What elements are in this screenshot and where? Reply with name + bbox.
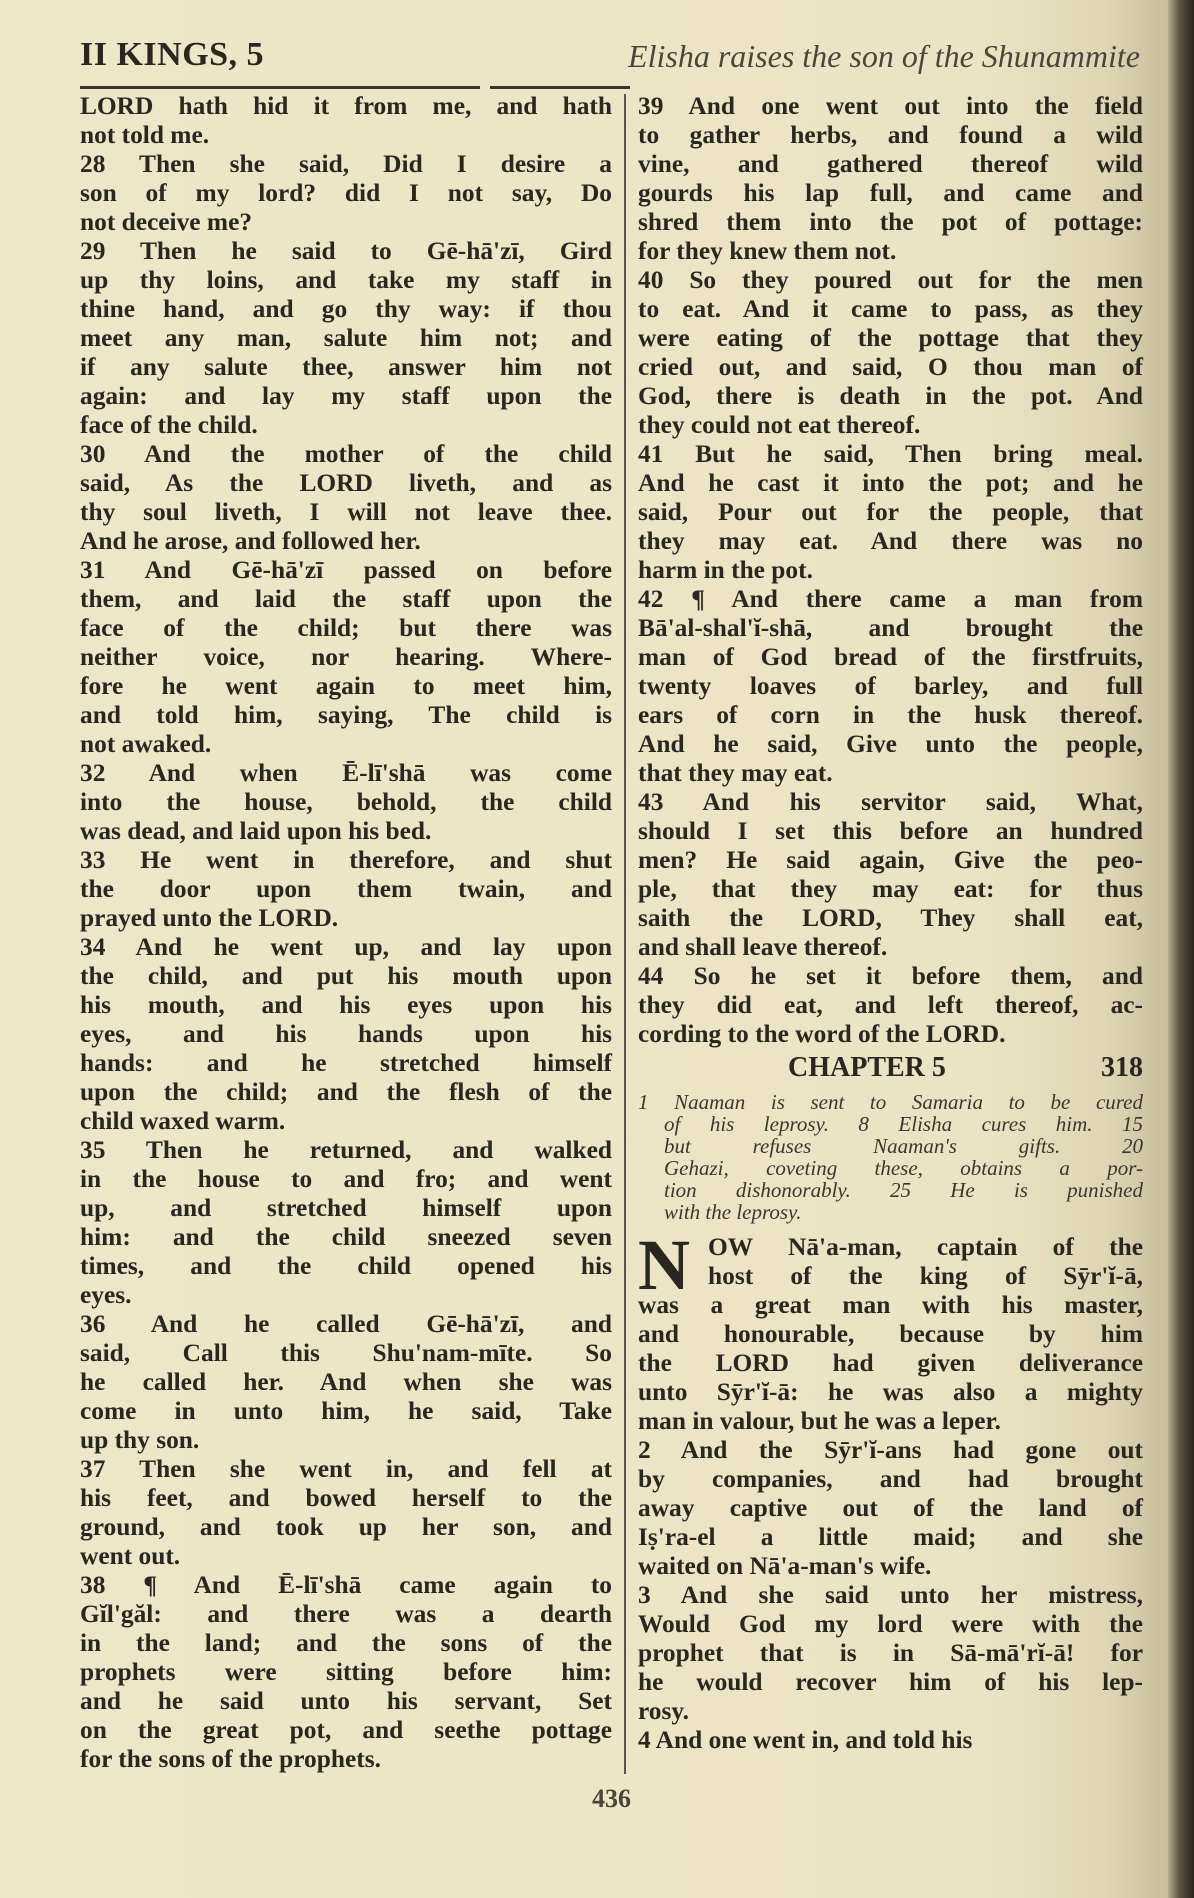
text-line: prayed unto the LORD. [80, 904, 339, 932]
text-line: 44 So he set it before them, and [638, 962, 1143, 990]
text-line: meet any man, salute him not; and [80, 324, 612, 352]
text-line: God, there is death in the pot. And [638, 382, 1143, 410]
text-line: he would recover him of his lep- [638, 1668, 1143, 1696]
text-line: man of God bread of the firstfruits, [638, 643, 1143, 671]
text-line: his mouth, and his eyes upon his [80, 991, 612, 1019]
text-line: ears of corn in the husk thereof. [638, 701, 1143, 729]
text-line: 33 He went in therefore, and shut [80, 846, 612, 874]
text-line: into the house, behold, the child [80, 788, 612, 816]
text-line: saith the LORD, They shall eat, [638, 904, 1143, 932]
text-line: 29 Then he said to Gē-hā'zī, Gird [80, 237, 612, 265]
text-line: prophet that is in Sā-mā'rĭ-ā! for [638, 1639, 1143, 1667]
text-line: in the land; and the sons of the [80, 1629, 612, 1657]
text-line: hands: and he stretched himself [80, 1049, 612, 1077]
text-line: 4 And one went in, and told his [638, 1726, 973, 1754]
text-line: child waxed warm. [80, 1107, 286, 1135]
book-chapter-heading: II KINGS, 5 [80, 36, 265, 73]
text-line: fore he went again to meet him, [80, 672, 612, 700]
text-line: the door upon them twain, and [80, 875, 612, 903]
text-line: cording to the word of the LORD. [638, 1020, 1006, 1048]
text-line: Bā'al-shal'ĭ-shā, and brought the [638, 614, 1143, 642]
page-binding-shadow [1168, 0, 1194, 1898]
right-column [638, 92, 1143, 1755]
text-line: said, As the LORD liveth, and as [80, 469, 612, 497]
text-line: away captive out of the land of [638, 1494, 1143, 1522]
text-line: LORD hath hid it from me, and hath [80, 92, 612, 120]
drop-cap: N [638, 1225, 690, 1305]
text-line: again: and lay my staff upon the [80, 382, 612, 410]
text-line: they did eat, and left thereof, ac- [638, 991, 1143, 1019]
text-line: son of my lord? did I not say, Do [80, 179, 612, 207]
text-line: vine, and gathered thereof wild [638, 150, 1143, 178]
text-line: and he said unto his servant, Set [80, 1687, 612, 1715]
text-line: and honourable, because by him [638, 1320, 1143, 1348]
text-line: if any salute thee, answer him not [80, 353, 612, 381]
text-line: 36 And he called Gē-hā'zī, and [80, 1310, 612, 1338]
text-line: 3 And she said unto her mistress, [638, 1581, 1143, 1609]
text-line: was dead, and laid upon his bed. [80, 817, 432, 845]
text-line: they may eat. And there was no [638, 527, 1143, 555]
left-column [80, 92, 612, 1774]
text-line: his feet, and bowed herself to the [80, 1484, 612, 1512]
text-line: 39 And one went out into the field [638, 92, 1143, 120]
text-line: eyes, and his hands upon his [80, 1020, 612, 1048]
text-line: 40 So they poured out for the men [638, 266, 1143, 294]
chapter-5-verses [638, 1225, 1143, 1755]
text-line: for the sons of the prophets. [80, 1745, 381, 1773]
text-line: 43 And his servitor said, What, [638, 788, 1143, 816]
text-line: 32 And when Ē-lī'shā was come [80, 759, 612, 787]
text-line: up, and stretched himself upon [80, 1194, 612, 1222]
text-line: him: and the child sneezed seven [80, 1223, 612, 1251]
text-line: waited on Nā'a-man's wife. [638, 1552, 932, 1580]
synopsis-line: but refuses Naaman's gifts. 20 [664, 1134, 1143, 1158]
synopsis-line: of his leprosy. 8 Elisha cures him. 15 [664, 1112, 1143, 1136]
column-divider [624, 94, 626, 1774]
text-line: in the house to and fro; and went [80, 1165, 612, 1193]
text-line: eyes. [80, 1281, 132, 1309]
text-line: to eat. And it came to pass, as they [638, 295, 1143, 323]
text-line: face of the child. [80, 411, 258, 439]
text-line: he called her. And when she was [80, 1368, 612, 1396]
chapter-heading [638, 1053, 1143, 1087]
text-line: neither voice, nor hearing. Where- [80, 643, 612, 671]
page-header [80, 36, 1140, 86]
text-line: up thy loins, and take my staff in [80, 266, 612, 294]
text-line: not told me. [80, 121, 210, 149]
text-line: face of the child; but there was [80, 614, 612, 642]
text-line: host of the king of Sȳr'ĭ-ā, [708, 1262, 1143, 1290]
text-line: 28 Then she said, Did I desire a [80, 150, 612, 178]
chapter-number: 318 [1101, 1052, 1143, 1083]
text-line: were eating of the pottage that they [638, 324, 1143, 352]
text-line: harm in the pot. [638, 556, 813, 584]
text-line: not deceive me? [80, 208, 253, 236]
running-title: Elisha raises the son of the Shunammite [628, 38, 1140, 74]
text-line: they could not eat thereof. [638, 411, 921, 439]
header-rule-right [490, 86, 630, 89]
text-line: And he said, Give unto the people, [638, 730, 1143, 758]
text-line: men? He said again, Give the peo- [638, 846, 1143, 874]
text-line: come in unto him, he said, Take [80, 1397, 612, 1425]
page-number: 436 [592, 1784, 631, 1813]
text-line: And he cast it into the pot; and he [638, 469, 1143, 497]
text-line: 37 Then she went in, and fell at [80, 1455, 612, 1483]
text-line: 34 And he went up, and lay upon [80, 933, 612, 961]
text-line: 42 ¶ And there came a man from [638, 585, 1143, 613]
text-line: times, and the child opened his [80, 1252, 612, 1280]
chapter-synopsis [638, 1091, 1143, 1223]
text-line: cried out, and said, O thou man of [638, 353, 1143, 381]
text-line: ple, that they may eat: for thus [638, 875, 1143, 903]
text-line: Iṣ'ra-el a little maid; and she [638, 1523, 1143, 1551]
text-line: them, and laid the staff upon the [80, 585, 612, 613]
text-line: the child, and put his mouth upon [80, 962, 612, 990]
text-line: was a great man with his master, [638, 1291, 1143, 1319]
text-line: and told him, saying, The child is [80, 701, 612, 729]
text-line: 41 But he said, Then bring meal. [638, 440, 1143, 468]
text-line: thy soul liveth, I will not leave thee. [80, 498, 612, 526]
text-line: ground, and took up her son, and [80, 1513, 612, 1541]
text-line: twenty loaves of barley, and full [638, 672, 1143, 700]
text-line: that they may eat. [638, 759, 833, 787]
text-line: not awaked. [80, 730, 212, 758]
synopsis-line: with the leprosy. [664, 1200, 802, 1224]
text-line: 35 Then he returned, and walked [80, 1136, 612, 1164]
text-line: prophets were sitting before him: [80, 1658, 612, 1686]
text-line: should I set this before an hundred [638, 817, 1143, 845]
text-line: on the great pot, and seethe pottage [80, 1716, 612, 1744]
text-line: 2 And the Sȳr'ĭ-ans had gone out [638, 1436, 1143, 1464]
chapter-title: CHAPTER 5 [788, 1052, 946, 1083]
text-line: thine hand, and go thy way: if thou [80, 295, 612, 323]
text-line: up thy son. [80, 1426, 200, 1454]
text-line: and shall leave thereof. [638, 933, 888, 961]
text-line: unto Sȳr'ĭ-ā: he was also a mighty [638, 1378, 1143, 1406]
text-line: Gĭl'găl: and there was a dearth [80, 1600, 612, 1628]
synopsis-line: Gehazi, coveting these, obtains a por- [664, 1156, 1143, 1180]
synopsis-line: 1 Naaman is sent to Samaria to be cured [638, 1090, 1143, 1114]
text-line: And he arose, and followed her. [80, 527, 421, 555]
text-line: 38 ¶ And Ē-lī'shā came again to [80, 1571, 612, 1599]
text-line: to gather herbs, and found a wild [638, 121, 1143, 149]
text-line: 30 And the mother of the child [80, 440, 612, 468]
right-column-verses [638, 92, 1143, 1049]
text-line: gourds his lap full, and came and [638, 179, 1143, 207]
text-line: upon the child; and the flesh of the [80, 1078, 612, 1106]
text-line: 31 And Gē-hā'zī passed on before [80, 556, 612, 584]
chapter-opening [638, 1225, 1143, 1755]
text-line: for they knew them not. [638, 237, 897, 265]
text-line: said, Pour out for the people, that [638, 498, 1143, 526]
text-line: shred them into the pot of pottage: [638, 208, 1143, 236]
text-line: said, Call this Shu'nam-mīte. So [80, 1339, 612, 1367]
text-line: Would God my lord were with the [638, 1610, 1143, 1638]
text-line: went out. [80, 1542, 181, 1570]
text-line: OW Nā'a-man, captain of the [708, 1233, 1143, 1261]
text-line: man in valour, but he was a leper. [638, 1407, 1001, 1435]
text-line: by companies, and had brought [638, 1465, 1143, 1493]
text-line: the LORD had given deliverance [638, 1349, 1143, 1377]
synopsis-line: tion dishonorably. 25 He is punished [664, 1178, 1143, 1202]
text-line: rosy. [638, 1697, 690, 1725]
header-rule-left [80, 86, 480, 89]
